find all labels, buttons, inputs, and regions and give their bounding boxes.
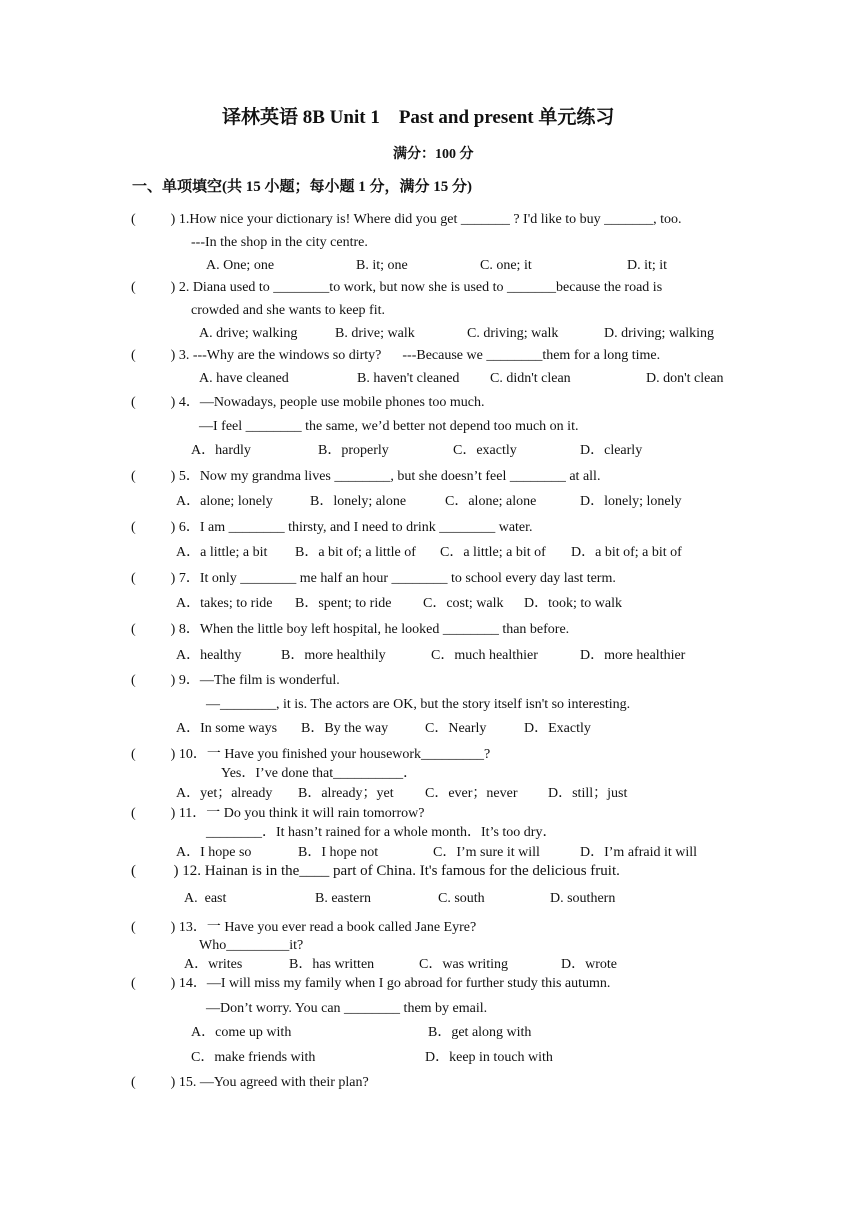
option-5c: C．alone; alone	[445, 494, 537, 509]
option-1d: D. it; it	[627, 258, 668, 273]
option-11d: D．I’m afraid it will	[580, 845, 698, 860]
option-7b: B．spent; to ride	[295, 596, 392, 611]
option-9c: C．Nearly	[425, 721, 487, 736]
question-10-reply: Yes．I’ve done that__________．	[221, 766, 418, 781]
question-10: ( ) 10．一 Have you finished your housework_________?	[131, 747, 491, 762]
option-4a: A．hardly	[191, 443, 251, 458]
question-11-reply: ________．It hasn’t rained for a whole month．It’s too dry．	[206, 825, 557, 840]
question-14-reply: —Don’t worry. You can ________ them by email.	[206, 1001, 488, 1016]
question-6: ( ) 6．I am ________ thirsty, and I need to drink ________ water.	[131, 520, 533, 535]
question-4-reply: —I feel ________ the same, we’d better not depend too much on it.	[199, 419, 579, 434]
option-13b: B．has written	[289, 957, 375, 972]
option-10c: C．ever；never	[425, 786, 518, 801]
question-14: ( ) 14．—I will miss my family when I go abroad for further study this autumn.	[131, 976, 611, 991]
question-15: ( ) 15. —You agreed with their plan?	[131, 1075, 369, 1090]
option-7d: D．took; to walk	[524, 596, 622, 611]
question-1: ( ) 1.How nice your dictionary is! Where did you get _______ ? I'd like to buy _______, too.	[131, 212, 682, 227]
option-5b: B．lonely; alone	[310, 494, 407, 509]
option-6d: D．a bit of; a bit of	[571, 545, 682, 560]
question-13: ( ) 13．一 Have you ever read a book called Jane Eyre?	[131, 920, 477, 935]
option-3c: C. didn't clean	[490, 371, 571, 386]
option-7c: C．cost; walk	[423, 596, 504, 611]
option-13a: A．writes	[184, 957, 243, 972]
option-9d: D．Exactly	[524, 721, 591, 736]
option-2c: C. driving; walk	[467, 326, 559, 341]
question-3: ( ) 3. ---Why are the windows so dirty? ---Because we ________them for a long time.	[131, 348, 661, 363]
option-8c: C．much healthier	[431, 648, 538, 663]
option-14c: C．make friends with	[191, 1050, 316, 1065]
question-13-reply: Who_________it?	[199, 938, 304, 953]
question-9: ( ) 9．—The film is wonderful.	[131, 673, 340, 688]
question-12: ( ) 12. Hainan is in the____ part of China. It's famous for the delicious fruit.	[131, 863, 620, 879]
question-2: ( ) 2. Diana used to ________to work, but now she is used to _______because the road is	[131, 280, 663, 295]
option-5d: D．lonely; lonely	[580, 494, 682, 509]
option-6b: B．a bit of; a little of	[295, 545, 416, 560]
option-1a: A. One; one	[206, 258, 275, 273]
question-9-reply: —________, it is. The actors are OK, but the story itself isn't so interesting.	[206, 697, 631, 712]
option-13c: C．was writing	[419, 957, 509, 972]
option-3d: D. don't clean	[646, 371, 724, 386]
option-2b: B. drive; walk	[335, 326, 415, 341]
option-10b: B．already；yet	[298, 786, 394, 801]
option-3a: A. have cleaned	[199, 371, 289, 386]
option-11b: B．I hope not	[298, 845, 379, 860]
option-9a: A．In some ways	[176, 721, 278, 736]
option-6c: C．a little; a bit of	[440, 545, 546, 560]
option-7a: A．takes; to ride	[176, 596, 273, 611]
full-score: 满分：100 分	[393, 147, 474, 162]
option-8d: D．more healthier	[580, 648, 686, 663]
question-7: ( ) 7．It only ________ me half an hour ________ to school every day last term.	[131, 571, 616, 586]
question-8: ( ) 8．When the little boy left hospital, he looked ________ than before.	[131, 622, 570, 637]
page-title: 译林英语 8B Unit 1 Past and present 单元练习	[222, 107, 615, 128]
question-4: ( ) 4．—Nowadays, people use mobile phones too much.	[131, 395, 485, 410]
option-4c: C．exactly	[453, 443, 517, 458]
option-10a: A．yet；already	[176, 786, 273, 801]
option-5a: A．alone; lonely	[176, 494, 273, 509]
option-13d: D．wrote	[561, 957, 617, 972]
option-12d: D. southern	[550, 891, 616, 906]
option-2a: A. drive; walking	[199, 326, 298, 341]
option-12a: A. east	[184, 891, 227, 906]
question-2-cont: crowded and she wants to keep fit.	[191, 303, 385, 318]
option-4d: D．clearly	[580, 443, 643, 458]
option-12c: C. south	[438, 891, 485, 906]
option-2d: D. driving; walking	[604, 326, 715, 341]
option-3b: B. haven't cleaned	[357, 371, 460, 386]
question-11: ( ) 11．一 Do you think it will rain tomorrow?	[131, 806, 425, 821]
option-6a: A．a little; a bit	[176, 545, 268, 560]
question-5: ( ) 5．Now my grandma lives ________, but she doesn’t feel ________ at all.	[131, 469, 601, 484]
option-14b: B．get along with	[428, 1025, 532, 1040]
option-1c: C. one; it	[480, 258, 532, 273]
option-11a: A．I hope so	[176, 845, 252, 860]
option-14d: D．keep in touch with	[425, 1050, 553, 1065]
section-heading: 一、单项填空(共 15 小题；每小题 1 分，满分 15 分)	[132, 179, 472, 195]
option-4b: B．properly	[318, 443, 389, 458]
option-12b: B. eastern	[315, 891, 371, 906]
option-14a: A．come up with	[191, 1025, 292, 1040]
option-10d: D．still；just	[548, 786, 628, 801]
option-11c: C．I’m sure it will	[433, 845, 540, 860]
option-1b: B. it; one	[356, 258, 408, 273]
option-9b: B．By the way	[301, 721, 389, 736]
question-1-reply: ---In the shop in the city centre.	[191, 235, 368, 250]
option-8a: A．healthy	[176, 648, 242, 663]
option-8b: B．more healthily	[281, 648, 386, 663]
